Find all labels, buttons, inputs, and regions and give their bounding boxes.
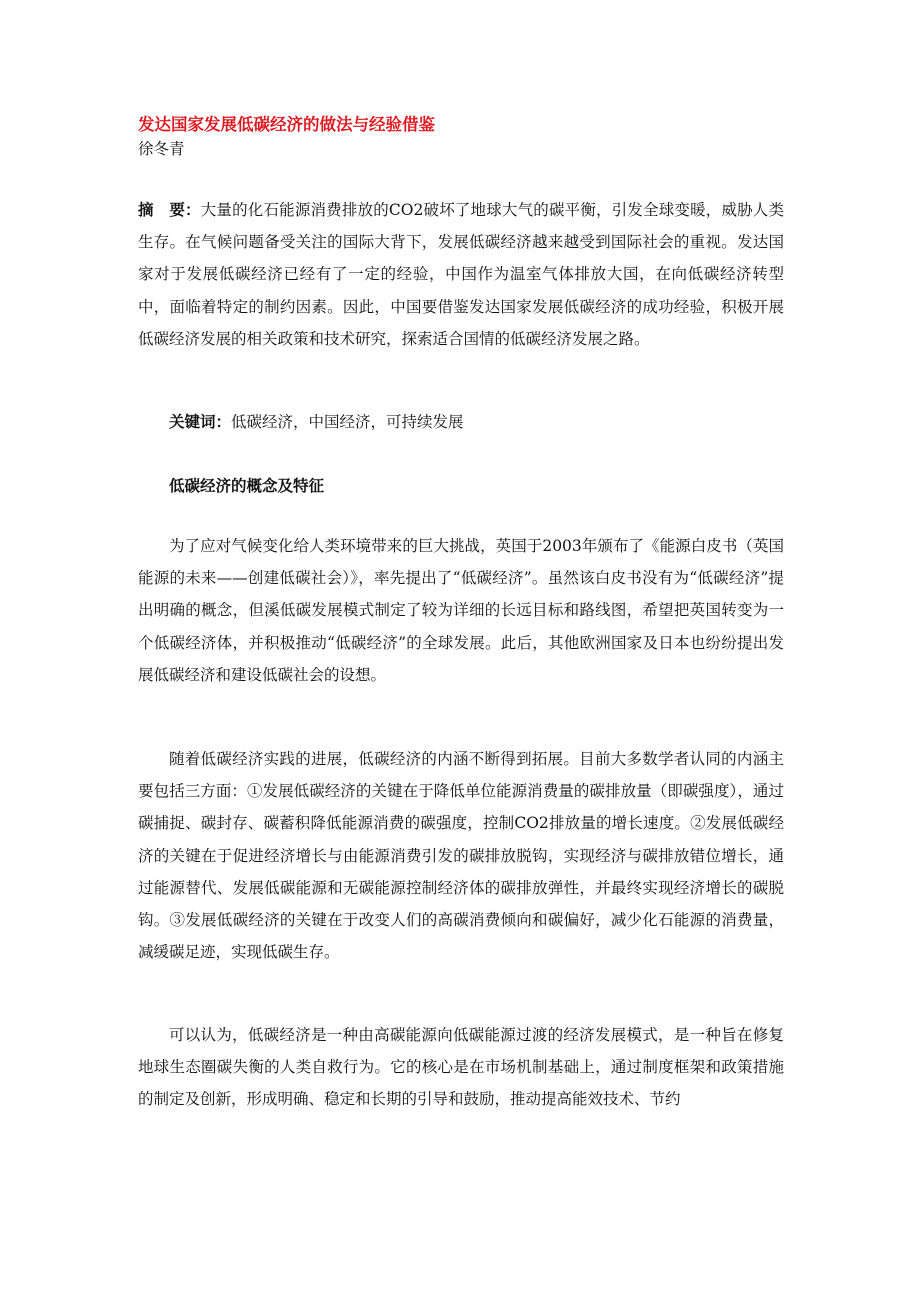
document-author: 徐冬青	[138, 140, 185, 158]
abstract-paragraph	[138, 194, 784, 355]
body-paragraph: 为了应对气候变化给人类环境带来的巨大挑战，英国于2003年颁布了《能源白皮书（英国能源的未来——创建低碳社会）》，率先提出了“低碳经济”。虽然该白皮书没有为“低碳经济”提出明确的概念，但溪低碳发展模式制定了较为详细的长远目标和路线图，希望把英国转变为一个低碳经济体，并积极推动“低碳经济”的全球发展。此后，其他欧洲国家及日本也纷纷提出发展低碳经济和建设低碳社会的设想。	[138, 537, 784, 684]
body-paragraph: 可以认为，低碳经济是一种由高碳能源向低碳能源过渡的经济发展模式，是一种旨在修复地球生态圈碳失衡的人类自救行为。它的核心是在市场机制基础上，通过制度框架和政策措施的制定及创新，形成明确、稳定和长期的引导和鼓励，推动提高能效技术、节约	[138, 1026, 784, 1109]
keywords-text: 低碳经济，中国经济，可持续发展	[231, 413, 464, 431]
abstract-label: 摘 要：	[138, 200, 201, 219]
document-title: 发达国家发展低碳经济的做法与经验借鉴	[138, 115, 435, 134]
body-paragraph: 随着低碳经济实践的进展，低碳经济的内涵不断得到拓展。目前大多数学者认同的内涵主要包括三方面：①发展低碳经济的关键在于降低单位能源消费量的碳排放量（即碳强度），通过碳捕捉、碳封存、碳蓄积降低能源消费的碳强度，控制CO2排放量的增长速度。②发展低碳经济的关键在于促进经济增长与由能源消费引发的碳排放脱钩，实现经济与碳排放错位增长，通过能源替代、发展低碳能源和无碳能源控制经济体的碳排放弹性，并最终实现经济增长的碳脱钩。③发展低碳经济的关键在于改变人们的高碳消费倾向和碳偏好，减少化石能源的消费量，减缓碳足迹，实现低碳生存。	[138, 750, 784, 962]
section-heading: 低碳经济的概念及特征	[169, 476, 325, 495]
abstract-text: 大量的化石能源消费排放的CO2破坏了地球大气的碳平衡，引发全球变暖，威胁人类生存。在气候问题备受关注的国际大背下，发展低碳经济越来越受到国际社会的重视。发达国家对于发展低碳经济已经有了一定的经验，中国作为温室气体排放大国，在向低碳经济转型中，面临着特定的制约因素。因此，中国要借鉴发达国家发展低碳经济的成功经验，积极开展低碳经济发展的相关政策和技术研究，探索适合国情的低碳经济发展之路。	[138, 201, 784, 348]
keywords-label: 关键词：	[169, 412, 232, 431]
keywords-paragraph	[138, 406, 784, 438]
